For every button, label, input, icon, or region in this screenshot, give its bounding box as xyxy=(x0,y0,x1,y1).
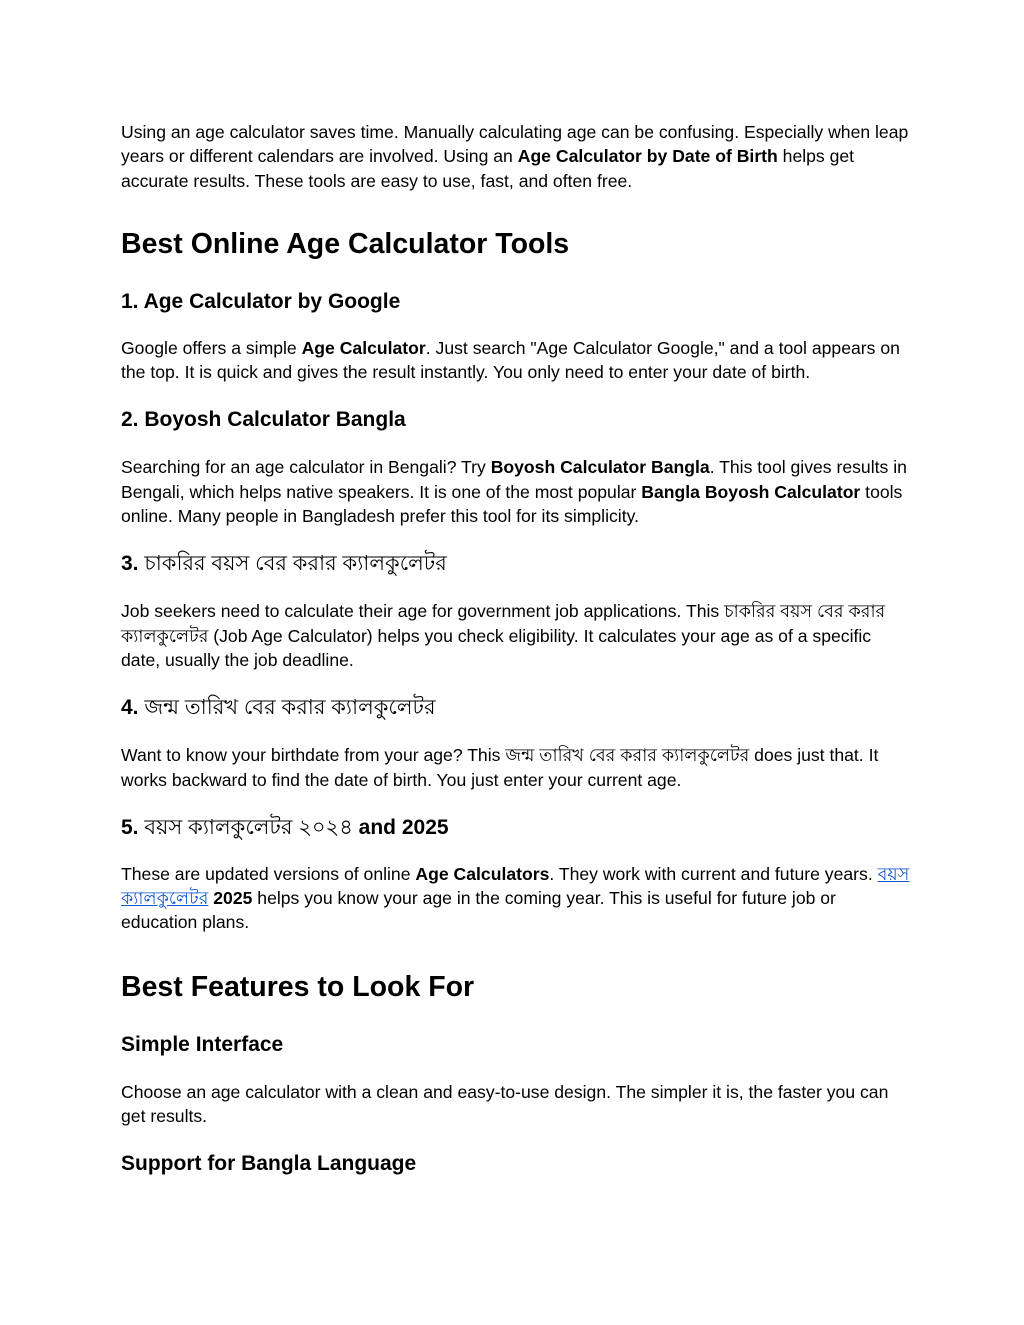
heading-simple-interface: Simple Interface xyxy=(121,1032,284,1056)
heading-number: 3. xyxy=(121,552,139,576)
heading-bangla-language-support: Support for Bangla Language xyxy=(121,1152,417,1176)
y2024-text-1: These are updated versions of online xyxy=(121,863,416,884)
google-text-2: . Just search "Age Calculator Google," and a tool appears on the top. It is quick and gives the result instantly. You only need to enter your date of birth. xyxy=(121,337,900,383)
heading-number: 5. xyxy=(121,815,139,839)
boyosh-text-2: . This tool gives results in Bengali, which helps native speakers. It is one of the most popular xyxy=(121,457,907,502)
intro-paragraph xyxy=(121,120,914,193)
birthdate-paragraph xyxy=(121,743,914,792)
y2024-bold-age-calculators: Age Calculators xyxy=(415,863,550,884)
intro-bold-age-calculator-by-dob: Age Calculator by Date of Birth xyxy=(517,146,778,167)
heading-age-calculator-2024-2025 xyxy=(121,814,914,842)
y2024-text-3: helps you know your age in the coming year. This is useful for future job or education plans. xyxy=(121,888,836,933)
intro-text-2: helps get accurate results. These tools are easy to use, fast, and often free. xyxy=(121,146,855,191)
heading-birthdate-calculator xyxy=(121,694,914,722)
birthdate-bangla-term: জন্ম তারিখ বের করার ক্যালকুলেটর xyxy=(505,745,750,766)
boyosh-text-3: tools online. Many people in Bangladesh prefer this tool for its simplicity. xyxy=(121,481,903,527)
heading-number: 4. xyxy=(121,696,139,720)
heading-job-age-calculator xyxy=(121,550,914,578)
boyosh-text-1: Searching for an age calculator in Bengali? Try xyxy=(121,457,491,478)
google-bold-age-calculator: Age Calculator xyxy=(301,337,426,358)
boyosh-calculator-link[interactable]: বয়স ক্যালকুলেটর xyxy=(121,863,910,909)
heading-boyosh-calculator-bangla: 2. Boyosh Calculator Bangla xyxy=(121,408,406,432)
google-paragraph xyxy=(121,336,914,385)
heading-google-age-calculator: 1. Age Calculator by Google xyxy=(121,289,401,313)
heading-bangla-text: জন্ম তারিখ বের করার ক্যালকুলেটর xyxy=(144,696,436,720)
birthdate-text-2: does just that. It works backward to find the date of birth. You just enter your current age. xyxy=(121,745,879,790)
birthdate-text-1: Want to know your birthdate from your age? This xyxy=(121,745,506,766)
heading-best-online-tools: Best Online Age Calculator Tools xyxy=(121,227,570,260)
job-age-text-2: (Job Age Calculator) helps you check eligibility. It calculates your age as of a specific date, usually the job deadline. xyxy=(121,625,872,670)
job-age-bangla-term: চাকরির বয়স বের করার ক্যালকুলেটর xyxy=(121,601,886,646)
job-age-text-1: Job seekers need to calculate their age for government job applications. This xyxy=(121,601,725,622)
y2024-text-2: . They work with current and future years. xyxy=(549,863,878,884)
boyosh-bold-2: Bangla Boyosh Calculator xyxy=(641,481,861,502)
y2024-bold-2025: 2025 xyxy=(208,888,253,909)
intro-text-1: Using an age calculator saves time. Manually calculating age can be confusing. Especially when leap years or different calendars are involved. Using an xyxy=(121,122,909,167)
boyosh-paragraph xyxy=(121,455,914,528)
simple-interface-paragraph: Choose an age calculator with a clean and easy-to-use design. The simpler it is, the faster you can get results. xyxy=(121,1081,889,1127)
heading-tail: and 2025 xyxy=(352,815,449,839)
age-calculator-2024-paragraph xyxy=(121,862,914,935)
heading-bangla-text: চাকরির বয়স বের করার ক্যালকুলেটর xyxy=(144,552,447,576)
heading-bangla-text: বয়স ক্যালকুলেটর ২০২৪ xyxy=(144,815,353,839)
google-text-1: Google offers a simple xyxy=(121,337,302,358)
boyosh-bold-1: Boyosh Calculator Bangla xyxy=(490,457,710,478)
job-age-paragraph xyxy=(121,599,914,672)
heading-best-features: Best Features to Look For xyxy=(121,970,475,1003)
